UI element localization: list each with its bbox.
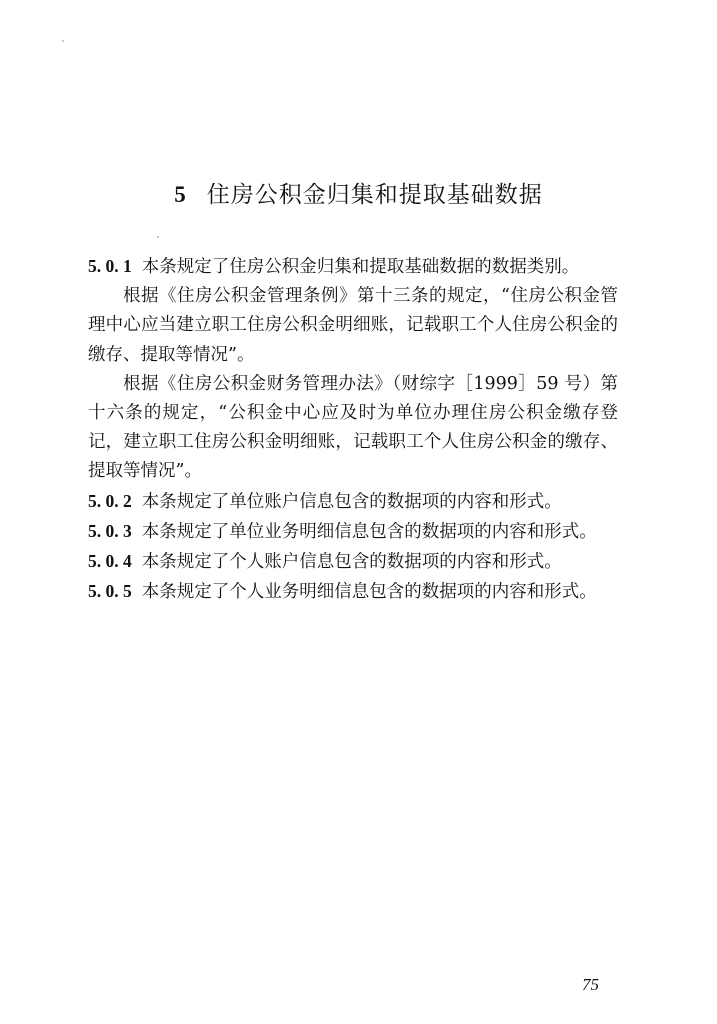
clause-note: 根据《住房公积金管理条例》第十三条的规定，“住房公积金管理中心应当建立职工住房公积金明细账，记载职工个人住房公积金的缴存、提取等情况”。 [88, 286, 618, 365]
body-text [88, 252, 618, 607]
scan-speck [62, 40, 64, 42]
clause-5-0-3 [88, 517, 618, 547]
chapter-number: 5 [174, 182, 187, 207]
chapter-title-text: 住房公积金归集和提取基础数据 [206, 182, 543, 208]
clause-5-0-2 [88, 487, 618, 517]
clause-number: 5. 0. 1 [88, 256, 132, 276]
clause-number: 5. 0. 5 [88, 581, 132, 602]
clause-5-0-4 [88, 547, 618, 577]
clause-text: 本条规定了单位业务明细信息包含的数据项的内容和形式。 [141, 521, 597, 542]
clause-text: 本条规定了个人业务明细信息包含的数据项的内容和形式。 [141, 582, 597, 603]
clause-number: 5. 0. 2 [88, 490, 132, 511]
chapter-title [0, 176, 717, 209]
clause-text: 本条规定了住房公积金归集和提取基础数据的数据类别。 [141, 257, 580, 277]
clause-text: 本条规定了单位账户信息包含的数据项的内容和形式。 [141, 491, 562, 512]
clause-number: 5. 0. 3 [88, 520, 132, 541]
clause-note: 根据《住房公积金财务管理办法》（财综字［1999］59 号）第十六条的规定，“公积金中心应及时为单位办理住房公积金缴存登记，建立职工住房公积金明细账，记载职工个人住房公积金的缴存、提取等情况”。 [88, 373, 618, 482]
page-number: 75 [582, 975, 599, 994]
clause-5-0-1 [88, 252, 618, 282]
clause-number: 5. 0. 4 [88, 551, 132, 572]
scan-speck [157, 236, 159, 238]
clause-5-0-5 [88, 577, 618, 607]
clause-text: 本条规定了个人账户信息包含的数据项的内容和形式。 [141, 552, 562, 573]
